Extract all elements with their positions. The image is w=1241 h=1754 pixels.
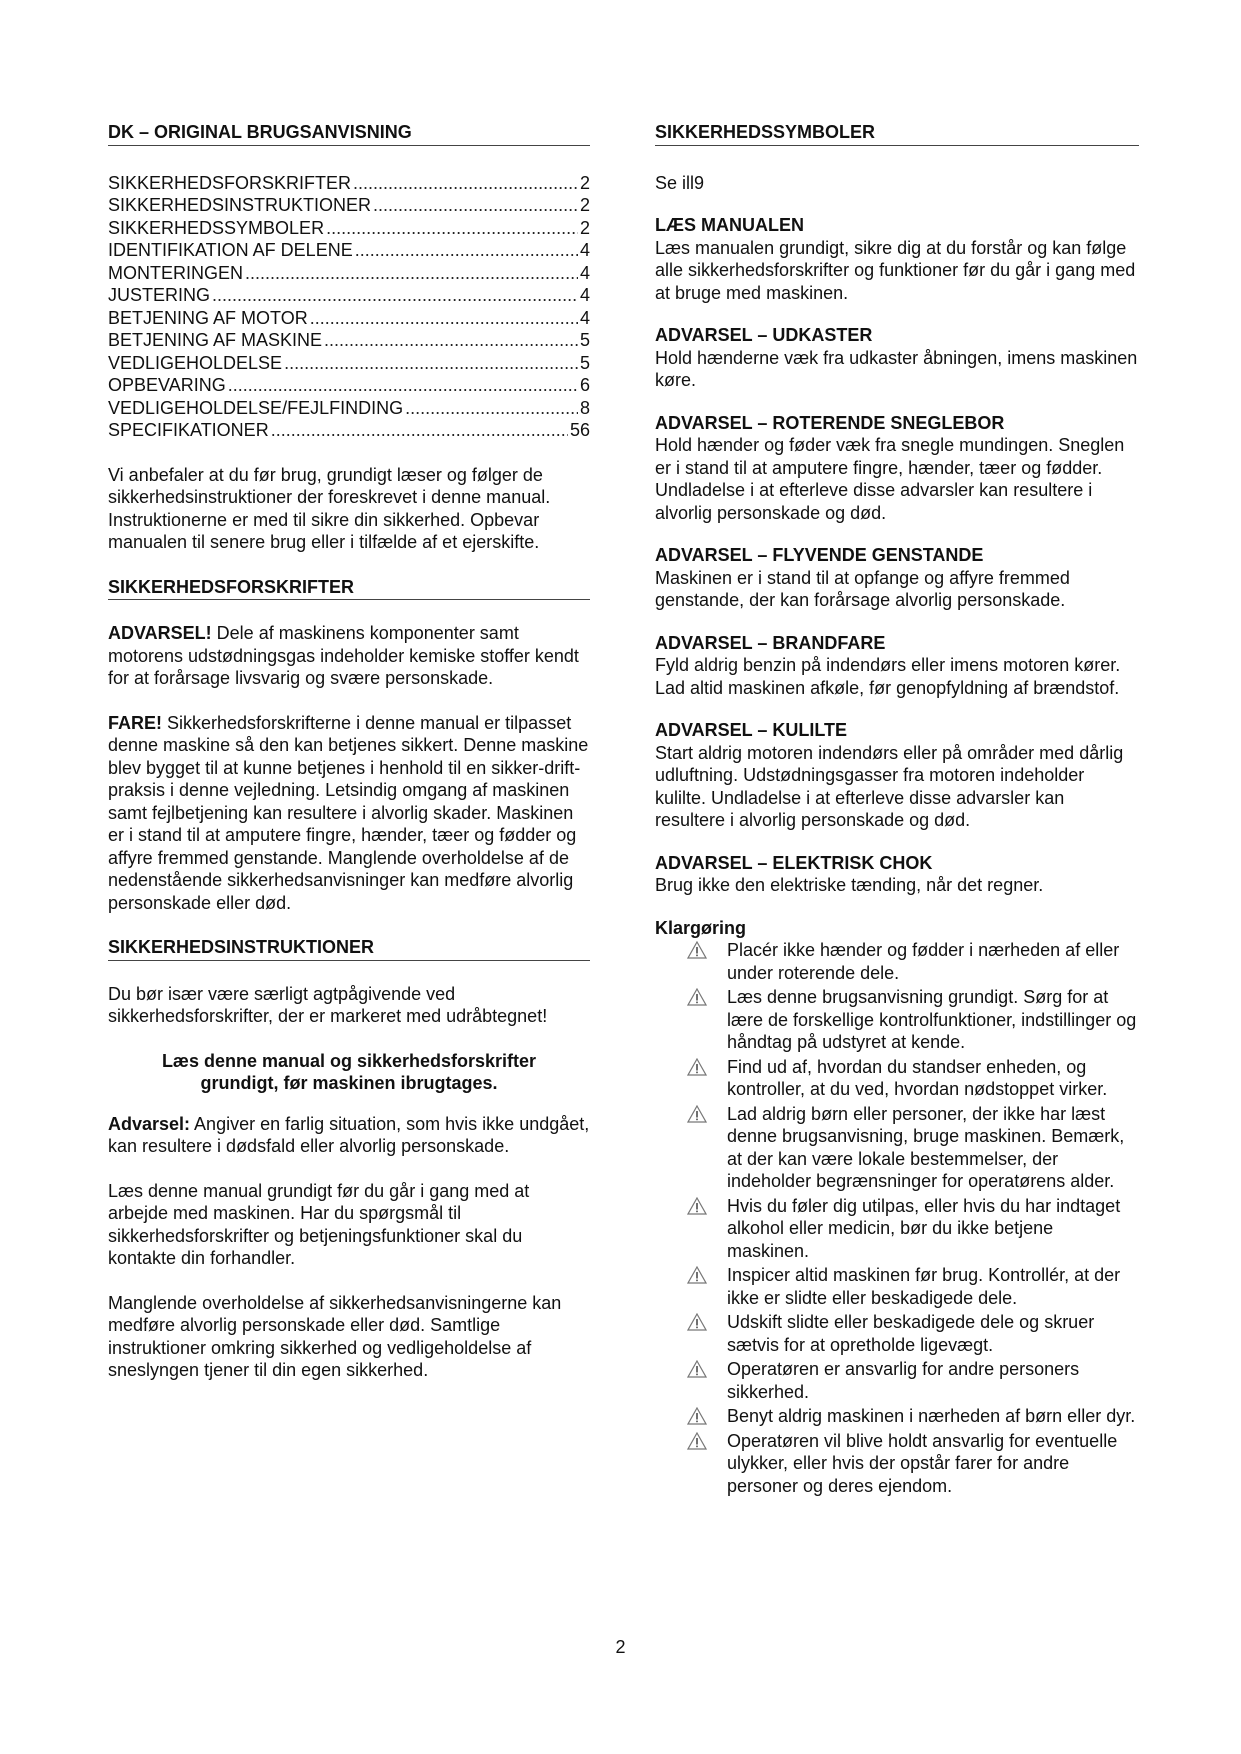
toc-leader	[284, 352, 578, 375]
list-item-text: Operatøren er ansvarlig for andre personers sikkerhed.	[727, 1359, 1080, 1402]
symbol-title: ADVARSEL – ELEKTRISK CHOK	[655, 852, 933, 873]
symbol-title: ADVARSEL – KULILTE	[655, 720, 848, 740]
toc-page: 2	[579, 217, 590, 238]
left-column	[108, 121, 590, 1382]
toc-label: BETJENING AF MASKINE	[108, 330, 323, 350]
list-item-text: Hvis du føler dig utilpas, eller hvis du har indtaget alkohol eller medicin, bør du ikke betjene maskinen.	[727, 1195, 1121, 1261]
symbol-title: ADVARSEL – UDKASTER	[655, 325, 873, 345]
danger-text: Sikkerhedsforskrifterne i denne manual er tilpasset denne maskine så den kan betjenes sikkert. Denne maskine blev bygget til at kunne betjenes i henhold til en sikker-drift-praksis i denne vejledning. Letsindig omgang af maskinen samt fejlbetjening kan resultere i alvorlig skader. Maskinen er i stand til at amputere fingre, hænder, tæer og fødder og affyre fremmed genstande. Manglende overholdelse af de nedenstående sikkerhedsanvisninger kan medføre alvorlig personskade eller død.	[108, 712, 589, 913]
table-of-contents	[108, 172, 590, 442]
toc-item	[108, 217, 590, 240]
toc-item	[108, 262, 590, 285]
toc-page: 5	[579, 330, 590, 350]
symbol-text: Maskinen er i stand til at opfange og affyre fremmed genstande, der kan forårsage alvorlig personskade.	[655, 567, 1070, 610]
list-item	[655, 1430, 1139, 1498]
toc-label: SIKKERHEDSSYMBOLER	[108, 217, 325, 238]
warning-triangle-icon	[655, 986, 721, 1054]
warning-label: ADVARSEL!	[108, 623, 212, 643]
preparation-title: Klargøring	[655, 917, 747, 938]
toc-page: 8	[579, 397, 590, 418]
list-item	[655, 1358, 1139, 1403]
read-manual-line: grundigt, før maskinen ibrugtages.	[200, 1073, 498, 1093]
toc-label: VEDLIGEHOLDELSE/FEJLFINDING	[108, 397, 404, 418]
list-item	[655, 1311, 1139, 1356]
symbol-text: Hold hænderne væk fra udkaster åbningen, imens maskinen køre.	[655, 347, 1138, 390]
toc-item	[108, 374, 590, 397]
symbol-section	[655, 719, 1139, 832]
toc-label: JUSTERING	[108, 285, 211, 305]
preparation-section	[655, 917, 1139, 1498]
toc-leader	[271, 419, 568, 442]
warning-triangle-icon	[655, 1103, 721, 1193]
toc-label: SIKKERHEDSFORSKRIFTER	[108, 172, 352, 193]
list-item	[655, 1405, 1139, 1428]
symbol-title: ADVARSEL – FLYVENDE GENSTANDE	[655, 545, 984, 565]
toc-label: SIKKERHEDSINSTRUKTIONER	[108, 195, 372, 215]
attention-paragraph: Du bør især være særligt agtpågivende ved sikkerhedsforskrifter, der er markeret med udråbtegnet!	[108, 983, 548, 1026]
toc-item	[108, 172, 590, 195]
page-number: 2	[615, 1637, 626, 1657]
warning-triangle-icon	[655, 1405, 721, 1428]
advarsel-label: Advarsel:	[108, 1113, 191, 1134]
toc-page: 4	[579, 240, 590, 260]
toc-label: IDENTIFIKATION AF DELENE	[108, 240, 353, 260]
advarsel-paragraph	[108, 1113, 590, 1158]
toc-label: VEDLIGEHOLDELSE	[108, 352, 283, 373]
toc-item	[108, 239, 590, 262]
toc-leader	[324, 329, 578, 352]
symbol-section	[655, 632, 1139, 700]
toc-item	[108, 397, 590, 420]
toc-label: BETJENING AF MOTOR	[108, 307, 308, 328]
warning-triangle-icon	[655, 1430, 721, 1498]
symbol-section	[655, 412, 1139, 525]
toc-leader	[212, 284, 578, 307]
right-column	[655, 121, 1139, 1499]
list-item-text: Inspicer altid maskinen før brug. Kontrollér, at der ikke er slidte eller beskadigede dele.	[727, 1265, 1121, 1308]
symbol-title: ADVARSEL – BRANDFARE	[655, 632, 886, 653]
symbol-title: LÆS MANUALEN	[655, 215, 804, 235]
section-title-safety-symbols: SIKKERHEDSSYMBOLER	[655, 121, 1139, 146]
list-item	[655, 1264, 1139, 1309]
list-item	[655, 1056, 1139, 1101]
danger-paragraph	[108, 712, 590, 915]
read-manual-line: Læs denne manual og sikkerhedsforskrifter	[161, 1050, 537, 1071]
list-item	[655, 986, 1139, 1054]
symbol-section	[655, 214, 1139, 304]
warning-triangle-icon	[655, 1264, 721, 1309]
toc-label: OPBEVARING	[108, 375, 226, 395]
read-paragraph: Læs denne manual grundigt før du går i gang med at arbejde med maskinen. Har du spørgsmål til sikkerhedsforskrifter og betjeningsfunktioner skal du kontakte din forhandler.	[108, 1180, 530, 1268]
toc-page: 4	[579, 285, 590, 305]
advarsel-text: Angiver en farlig situation, som hvis ikke undgået, kan resultere i dødsfald eller alvorlig personskade.	[108, 1113, 590, 1156]
see-illustration: Se ill9	[655, 172, 705, 193]
toc-label: MONTERINGEN	[108, 262, 243, 283]
warning-triangle-icon	[655, 1056, 721, 1101]
toc-leader	[310, 307, 578, 330]
preparation-list	[655, 939, 1139, 1497]
toc-page: 5	[579, 352, 590, 373]
toc-leader	[353, 172, 578, 195]
toc-item	[108, 284, 590, 307]
toc-leader	[355, 239, 578, 262]
toc-leader	[228, 374, 578, 397]
toc-leader	[326, 217, 578, 240]
list-item-text: Benyt aldrig maskinen i nærheden af børn eller dyr.	[727, 1406, 1136, 1426]
symbol-section	[655, 324, 1139, 392]
section-title-safety-instructions: SIKKERHEDSINSTRUKTIONER	[108, 936, 590, 961]
intro-paragraph: Vi anbefaler at du før brug, grundigt læser og følger de sikkerhedsinstruktioner der foreskrevet i denne manual. Instruktionerne er med til sikre din sikkerhed. Opbevar manualen til senere brug eller i tilfælde af et ejerskifte.	[108, 464, 551, 552]
warning-text: Dele af maskinens komponenter samt motorens udstødningsgas indeholder kemiske stoffer kendt for at forårsage livsvarig og svære personskade.	[108, 623, 579, 688]
list-item	[655, 1103, 1139, 1193]
warning-paragraph	[108, 622, 590, 690]
section-title-safety-rules: SIKKERHEDSFORSKRIFTER	[108, 576, 590, 601]
list-item	[655, 1195, 1139, 1263]
toc-leader	[245, 262, 578, 285]
toc-page: 56	[569, 420, 590, 440]
list-item-text: Lad aldrig børn eller personer, der ikke har læst denne brugsanvisning, bruge maskinen. Bemærk, at der kan være lokale bestemmelser, der indeholder begrænsninger for operatørens alder.	[727, 1103, 1125, 1191]
symbol-text: Start aldrig motoren indendørs eller på områder med dårlig udluftning. Udstødningsgasser fra motoren indeholder kulilte. Undladelse i at efterleve disse advarsler kan resultere i alvorlig personskade og død.	[655, 742, 1124, 830]
symbol-text: Brug ikke den elektriske tænding, når det regner.	[655, 875, 1044, 895]
toc-item	[108, 329, 590, 352]
symbol-text: Fyld aldrig benzin på indendørs eller imens motoren kører. Lad altid maskinen afkøle, før genopfyldning af brændstof.	[655, 655, 1121, 698]
toc-item	[108, 307, 590, 330]
symbol-section	[655, 544, 1139, 612]
symbol-text: Læs manualen grundigt, sikre dig at du forstår og kan følge alle sikkerhedsforskrifter og funktioner før du går i gang med at bruge med maskinen.	[655, 237, 1136, 303]
read-manual-notice	[108, 1050, 590, 1095]
list-item	[655, 939, 1139, 984]
list-item-text: Find ud af, hvordan du standser enheden, og kontroller, at du ved, hvordan nødstoppet virker.	[727, 1056, 1108, 1099]
document-title: DK – ORIGINAL BRUGSANVISNING	[108, 121, 590, 146]
warning-triangle-icon	[655, 1358, 721, 1403]
noncompliance-paragraph: Manglende overholdelse af sikkerhedsanvisningerne kan medføre alvorlig personskade eller død. Samtlige instruktioner omkring sikkerhed og vedligeholdelse af sneslyngen tjener til din egen sikkerhed.	[108, 1292, 562, 1380]
symbol-title: ADVARSEL – ROTERENDE SNEGLEBOR	[655, 412, 1005, 433]
toc-leader	[373, 194, 578, 217]
warning-triangle-icon	[655, 1311, 721, 1356]
list-item-text: Læs denne brugsanvisning grundigt. Sørg for at lære de forskellige kontrolfunktioner, indstillinger og håndtag på udstyret at kende.	[727, 987, 1137, 1052]
toc-label: SPECIFIKATIONER	[108, 420, 269, 440]
list-item-text: Operatøren vil blive holdt ansvarlig for eventuelle ulykker, eller hvis der opstår farer for andre personer og deres ejendom.	[727, 1430, 1118, 1496]
toc-item	[108, 419, 590, 442]
toc-page: 2	[579, 172, 590, 193]
toc-page: 6	[579, 375, 590, 395]
toc-page: 2	[579, 195, 590, 215]
symbol-text: Hold hænder og føder væk fra snegle mundingen. Sneglen er i stand til at amputere fingre, hænder, tæer og fødder. Undladelse i at efterleve disse advarsler kan resultere i alvorlig personskade og død.	[655, 435, 1125, 523]
list-item-text: Placér ikke hænder og fødder i nærheden af eller under roterende dele.	[727, 940, 1120, 983]
toc-item	[108, 194, 590, 217]
warning-triangle-icon	[655, 939, 721, 984]
toc-item	[108, 352, 590, 375]
warning-triangle-icon	[655, 1195, 721, 1263]
danger-label: FARE!	[108, 712, 162, 733]
toc-page: 4	[579, 307, 590, 328]
toc-page: 4	[579, 262, 590, 283]
toc-leader	[405, 397, 578, 420]
symbol-section	[655, 852, 1139, 897]
list-item-text: Udskift slidte eller beskadigede dele og skruer sætvis for at opretholde ligevægt.	[727, 1312, 1095, 1355]
